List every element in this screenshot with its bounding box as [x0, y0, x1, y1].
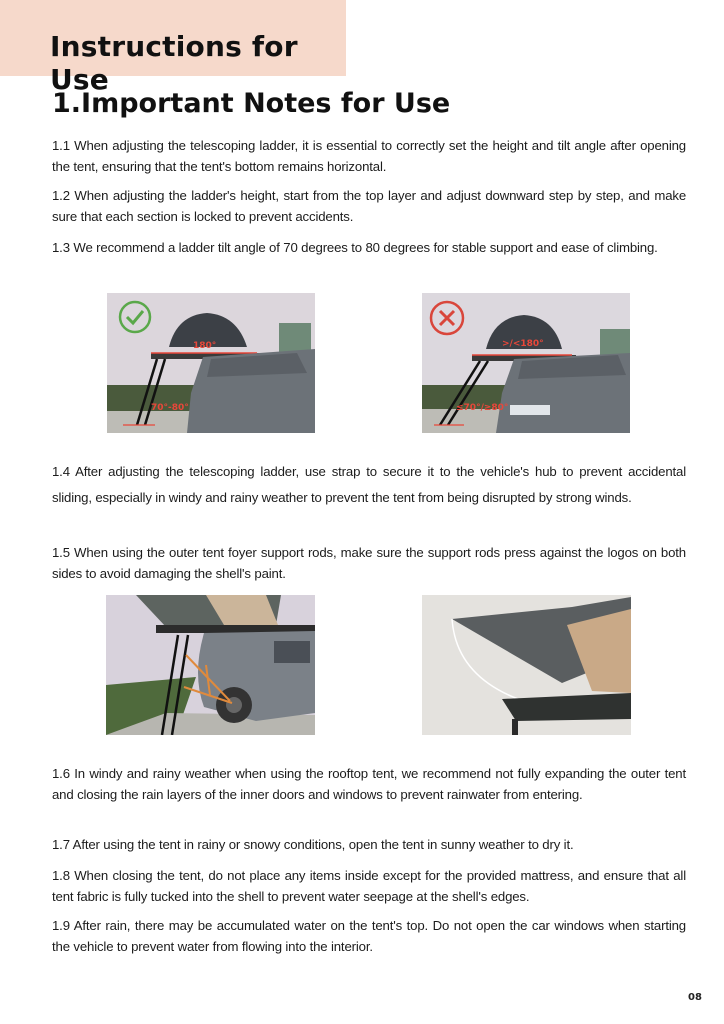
note-1-7: 1.7 After using the tent in rainy or snowy conditions, open the tent in sunny weather to dry it.	[52, 837, 574, 852]
foyer-rod-illustration	[422, 595, 631, 735]
note-1-6: 1.6 In windy and rainy weather when using the rooftop tent, we recommend not fully expanding the outer tent and closing the rain layers of the inner doors and windows to prevent rainwater from entering.	[52, 766, 686, 802]
note-1-1: 1.1 When adjusting the telescoping ladder, it is essential to correctly set the height and tilt angle after opening the tent, ensuring that the tent's bottom remains horizontal.	[52, 138, 686, 174]
photo-foyer-support-rod	[422, 595, 631, 735]
x-circle-icon	[428, 299, 466, 337]
photo-correct-ladder-angle	[107, 293, 315, 433]
header-banner	[0, 0, 346, 96]
check-circle-icon	[117, 299, 153, 335]
section-title: 1.Important Notes for Use	[52, 88, 451, 119]
top-angle-label: 180°	[193, 341, 217, 351]
note-1-9: 1.9 After rain, there may be accumulated water on the tent's top. Do not open the car windows when starting the vehicle to prevent water from flowing into the interior.	[52, 918, 686, 954]
note-1-2: 1.2 When adjusting the ladder's height, start from the top layer and adjust downward step by step, and make sure that each section is locked to prevent accidents.	[52, 188, 686, 224]
top-angle-label: >/<180°	[502, 339, 544, 349]
strap-illustration	[106, 595, 315, 735]
note-1-5: 1.5 When using the outer tent foyer support rods, make sure the support rods press against the logos on both sides to avoid damaging the shell's paint.	[52, 545, 686, 581]
document-title: Instructions for Use	[50, 30, 298, 96]
photo-ladder-strapped-to-wheel	[106, 595, 315, 735]
ladder-angle-label: ≤70°/≥80°	[456, 403, 509, 413]
page-number: 08	[688, 992, 702, 1003]
photo-incorrect-ladder-angle	[422, 293, 630, 433]
ladder-angle-label: 70°-80°	[151, 403, 189, 413]
note-1-3: 1.3 We recommend a ladder tilt angle of 70 degrees to 80 degrees for stable support and ease of climbing.	[52, 240, 658, 255]
note-1-4: 1.4 After adjusting the telescoping ladder, use strap to secure it to the vehicle's hub to prevent accidental sliding, especially in windy and rainy weather to prevent the tent from being disrupted by strong winds.	[52, 464, 686, 505]
note-1-8: 1.8 When closing the tent, do not place any items inside except for the provided mattress, and ensure that all tent fabric is fully tucked into the shell to prevent water seepage at the shell's edges.	[52, 868, 686, 904]
